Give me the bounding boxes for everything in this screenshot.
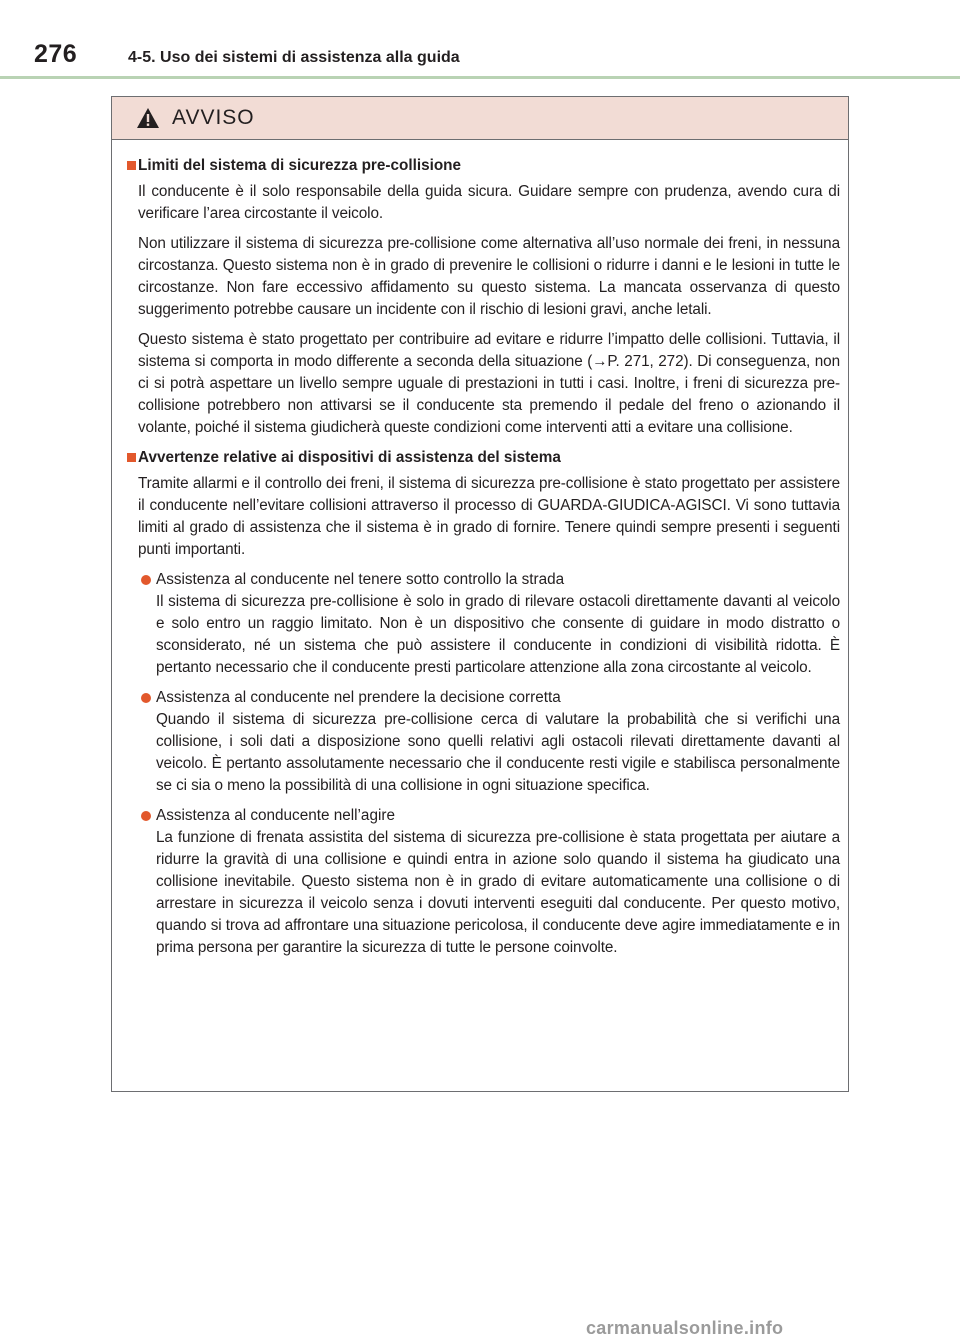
- page-number: 276: [34, 40, 78, 68]
- section-title: 4-5. Uso dei sistemi di assistenza alla guida: [128, 49, 460, 66]
- section-heading-text: Limiti del sistema di sicurezza pre-collisione: [138, 157, 462, 174]
- watermark: carmanualsonline.info: [586, 1318, 784, 1338]
- warning-body: [112, 140, 848, 959]
- header-divider: [0, 76, 960, 79]
- section-heading-text: Avvertenze relative ai dispositivi di assistenza del sistema: [138, 449, 561, 466]
- list-item-text: La funzione di frenata assistita del sistema di sicurezza pre-collisione è stata progettata per aiutare a ridurre la gravità di una collisione e quindi entra in azione solo quando il sistema ha giudicato una collisione inevitabile. Questo sistema non è in grado di evitare automaticamente una collisione o di arrestare in sicurezza il veicolo senza i dovuti interventi eseguiti dal conducente. Per questo motivo, quando si trova ad affrontare una situazione pericolosa, il conducente deve agire immediatamente e in prima persona per garantire la sicurezza di tutte le persone coinvolte.: [156, 829, 840, 956]
- warning-title: AVVISO: [172, 106, 255, 129]
- list-item-text: Il sistema di sicurezza pre-collisione è solo in grado di rilevare ostacoli direttamente davanti al veicolo e solo entro un raggio limitato. Non è un dispositivo che consente di guidare in modo distratto o sconsiderato, né un sistema che può assistere il conducente in condizioni di visibilità ridotta. È pertanto necessario che il conducente presti particolare attenzione alla zona circostante al veicolo.: [156, 593, 840, 676]
- warning-triangle-icon: [136, 107, 160, 129]
- section-heading: [126, 447, 840, 469]
- paragraph: Tramite allarmi e il controllo dei freni, il sistema di sicurezza pre-collisione è stato progettato per assistere il conducente nell’evitare collisioni attraverso il processo di GUARDA-GIUDICA-AGISCI. Vi sono tuttavia limiti al grado di assistenza che il sistema è in grado di fornire. Tenere quindi sempre presenti i seguenti punti importanti.: [138, 475, 840, 558]
- square-bullet-icon: [127, 161, 136, 170]
- round-bullet-icon: [141, 811, 151, 821]
- section-heading: [126, 155, 840, 177]
- list-item-title: Assistenza al conducente nel prendere la decisione corretta: [156, 689, 561, 706]
- page-header: [0, 0, 960, 80]
- round-bullet-icon: [141, 693, 151, 703]
- list-item: [156, 569, 840, 679]
- list-item-title: Assistenza al conducente nel tenere sotto controllo la strada: [156, 571, 565, 588]
- list-item-text: Quando il sistema di sicurezza pre-collisione cerca di valutare la probabilità che si verifichi una collisione, i soli dati a disposizione sono quelli relativi agli ostacoli rilevati direttamente davanti al veicolo. È pertanto assolutamente necessario che il conducente resti vigile e stabilisca personalmente se ci sia o meno la possibilità di una collisione in ogni situazione specifica.: [156, 711, 840, 794]
- paragraph: Non utilizzare il sistema di sicurezza pre-collisione come alternativa all’uso normale dei freni, in nessuna circostanza. Questo sistema non è in grado di prevenire le collisioni o ridurre i danni e le lesioni in tutte le circostanze. Non fare eccessivo affidamento su questo sistema. La mancata osservanza di questo suggerimento potrebbe causare un incidente con il rischio di lesioni gravi, anche letali.: [138, 235, 840, 318]
- list-item-title: Assistenza al conducente nell’agire: [156, 807, 395, 824]
- list-item: [156, 805, 840, 959]
- warning-box: [111, 96, 849, 1092]
- paragraph: Questo sistema è stato progettato per contribuire ad evitare e ridurre l’impatto delle collisioni. Tuttavia, il sistema si comporta in modo differente a seconda della situazione (→P. 271, 272). Di conseguenza, non ci si potrà aspettare un livello sempre uguale di prestazioni in tutti i casi. Inoltre, i freni di sicurezza pre-collisione potrebbero non attivarsi se il conducente sta premendo il pedale del freno o azionando il volante, poiché il sistema giudicherà queste condizioni come interventi atti a evitare una collisione.: [138, 331, 840, 436]
- list-item: [156, 687, 840, 797]
- square-bullet-icon: [127, 453, 136, 462]
- warning-header: [112, 97, 848, 140]
- round-bullet-icon: [141, 575, 151, 585]
- paragraph: Il conducente è il solo responsabile della guida sicura. Guidare sempre con prudenza, avendo cura di verificare l’area circostante il veicolo.: [138, 183, 840, 222]
